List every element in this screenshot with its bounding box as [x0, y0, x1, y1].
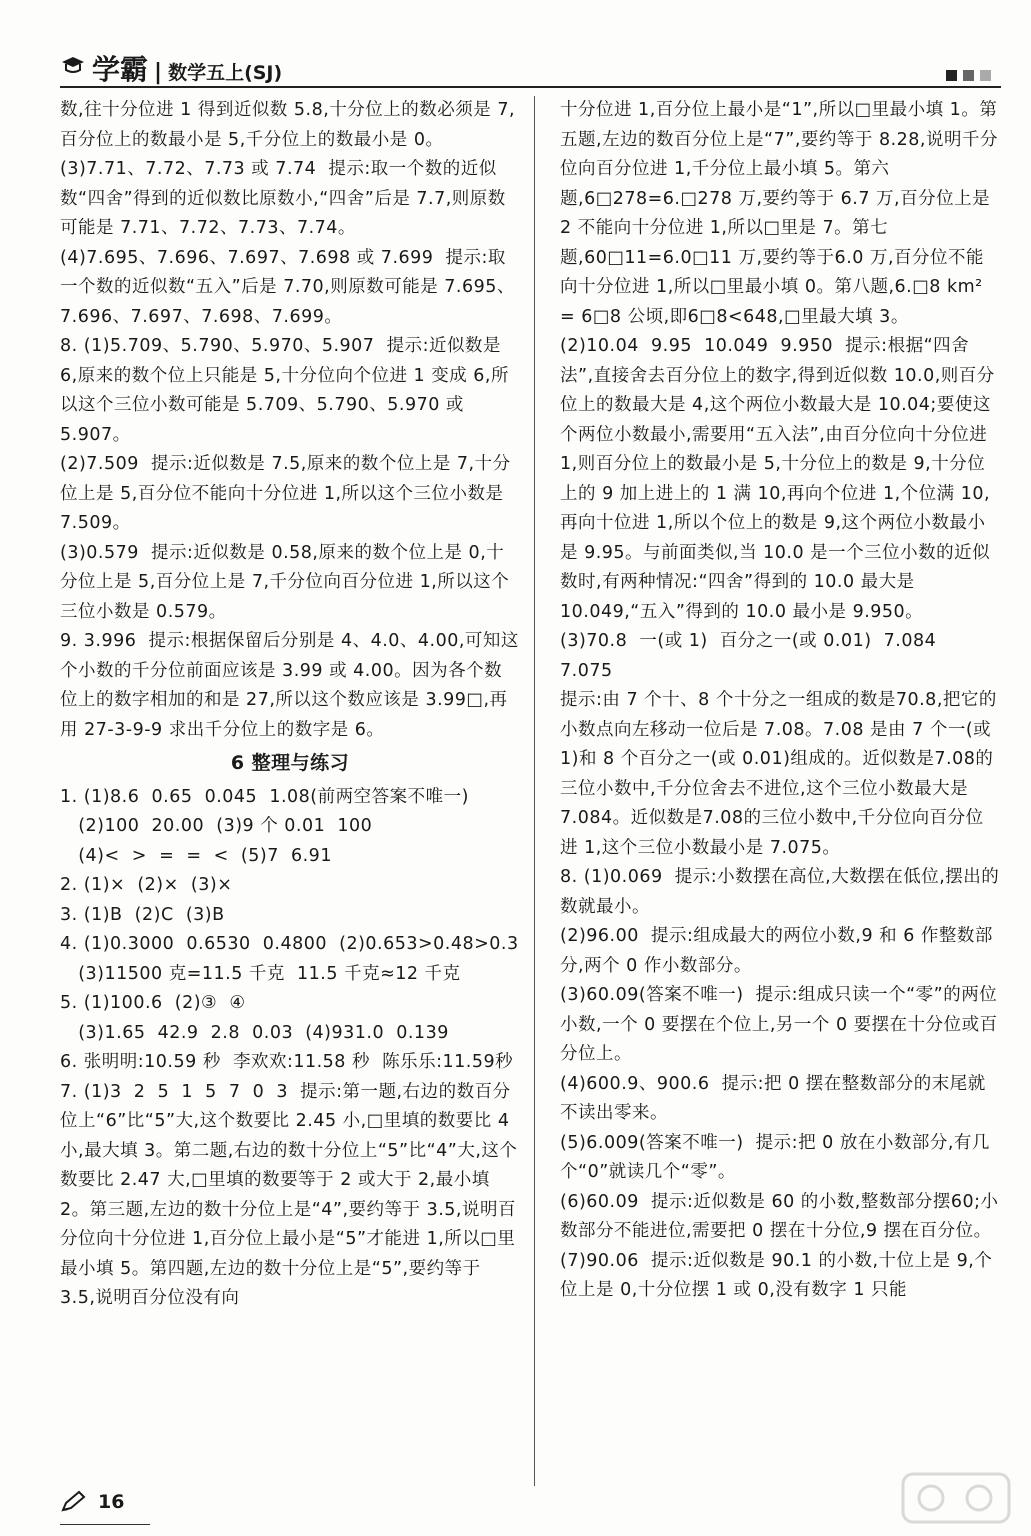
answer-paragraph: (6)60.09 提示:近似数是 60 的小数,整数部分摆60;小数部分不能进位,需要把 0 摆在十分位,9 摆在百分位。 [560, 1191, 999, 1241]
answer-paragraph: (3)0.579 提示:近似数是 0.58,原来的数个位上是 0,十分位上是 5,百分位上是 7,千分位向百分位进 1,所以这个三位小数是 0.579。 [60, 542, 510, 622]
header-rule [60, 86, 1001, 88]
answer-paragraph: (5)6.009(答案不唯一) 提示:把 0 放在小数部分,有几个“0”就读几个“零”。 [560, 1132, 990, 1182]
right-column [560, 96, 1000, 1306]
answer-paragraph: (3)60.09(答案不唯一) 提示:组成只读一个“零”的两位小数,一个 0 要摆在个位上,另一个 0 要摆在十分位或百分位上。 [560, 985, 998, 1064]
answer-paragraph: (2)10.04 9.95 10.049 9.950 提示:根据“四舍法”,直接舍去百分位上的数字,得到近似数 10.0,则百分位上的数最大是 4,这个两位小数最大是 10.04;要使这个两位小数最小,需要用“五入法”,由百分位向十分位进 1,则百分位上的数最小是 5,十分位上的数是 9,十分位上的 9 加上进上的 1 满 10,再向个位进 1,个位满 10,再向十位进 1,所以个位上的数是 9,这个两位小数最小是 9.95。与前面类似,当 10.0 是一个三位小数的近似数时,有两种情况:“四舍”得到的 10.0 最大是 10.049,“五入”得到的 10.0 最小是 9.950。 [560, 336, 995, 622]
answer-paragraph: 8. (1)0.069 提示:小数摆在高位,大数摆在低位,摆出的数就最小。 [560, 867, 1000, 917]
answer-paragraph: 十分位进 1,百分位上最小是“1”,所以□里最小填 1。第五题,左边的数百分位上是“7”,要约等于 8.28,说明千分位向百分位进 1,千分位上最小填 5。第六题,6□278=6.□278 万,要约等于 6.7 万,百分位上是 2 不能向十分位进 1,所以□里是 7。第七题,60□11=6.0□11 万,要约等于6.0 万,百分位不能向十分位进 1,所以□里最小填 0。第八题,6.□8 km² = 6□8 公顷,即6□8<648,□里最大填 3。 [560, 100, 998, 327]
watermark-logo [901, 1470, 1011, 1526]
mortarboard-icon [60, 53, 86, 79]
answer-paragraph: (4)7.695、7.696、7.697、7.698 或 7.699 提示:取一个数的近似数“五入”后是 7.70,则原数可能是 7.695、7.696、7.697、7.698、7.699。 [60, 247, 515, 327]
answer-line: 3. (1)B (2)C (3)B [60, 904, 225, 925]
answer-line: 5. (1)100.6 (2)③ ④ [60, 993, 246, 1013]
pencil-icon [60, 1490, 88, 1514]
answer-line: 7. (1)3 2 5 1 5 7 0 3 提示:第一题,右边的数百分位上“6”比“5”大,这个数要比 2.45 小,□里填的数要比 4 小,最大填 3。第二题,右边的数十分位上“5”比“4”大,这个数要比 2.47 大,□里填的数要等于 2 或大于 2,最小填 2。第三题,左边的数十分位上是“4”,要约等于 3.5,说明百分位向十分位进 1,百分位上最小是“5”才能进 1,所以□里最小填 5。第四题,左边的数十分位上是“5”,要约等于 3.5,说明百分位没有向 [60, 1081, 518, 1308]
answer-line: (3)1.65 42.9 2.8 0.03 (4)931.0 0.139 [60, 1022, 449, 1043]
answer-line: (3)11500 克=11.5 千克 11.5 千克≈12 千克 [60, 963, 461, 984]
book-title: 数学五上(SJ) [168, 62, 283, 84]
header-separator: | [154, 60, 163, 85]
answer-line: 2. (1)× (2)× (3)× [60, 875, 233, 895]
answer-paragraph: 提示:由 7 个十、8 个十分之一组成的数是70.8,把它的小数点向左移动一位后是 7.08。7.08 是由 7 个一(或 1)和 8 个百分之一(或 0.01)组成的。近似数是7.08的三位小数中,千分位舍去不进位,这个三位小数最大是 7.084。近似数是7.08的三位小数中,千分位向百分位进 1,这个三位小数最小是 7.075。 [560, 690, 998, 858]
answer-paragraph: 8. (1)5.709、5.790、5.970、5.907 提示:近似数是 6,原来的数个位上只能是 5,十分位向个位进 1 变成 6,所以这个三位小数可能是 5.709、5.790、5.970 或 5.907。 [60, 336, 509, 445]
answer-line: 1. (1)8.6 0.65 0.045 1.08(前两空答案不唯一) [60, 786, 469, 807]
answer-line: 6. 张明明:10.59 秒 李欢欢:11.58 秒 陈乐乐:11.59秒 [60, 1052, 514, 1072]
page-header [0, 0, 1031, 90]
footer-rule [60, 1524, 150, 1525]
answer-paragraph: (2)96.00 提示:组成最大的两位小数,9 和 6 作整数部分,两个 0 作小数部分。 [560, 926, 993, 976]
answer-line: 4. (1)0.3000 0.6530 0.4800 (2)0.653>0.48>0.3 [60, 934, 519, 954]
answer-paragraph: (2)7.509 提示:近似数是 7.5,原来的数个位上是 7,十分位上是 5,百分位不能向十分位进 1,所以这个三位小数是 7.509。 [60, 454, 511, 533]
column-divider [534, 96, 535, 1486]
answer-paragraph: 9. 3.996 提示:根据保留后分别是 4、4.0、4.00,可知这个小数的千分位前面应该是 3.99 或 4.00。因为各个数位上的数字相加的和是 27,所以这个数应该是 3.99□,再用 27-3-9-9 求出千分位上的数字是 6。 [60, 631, 519, 740]
header-decoration [946, 70, 991, 81]
answer-paragraph: (3)70.8 一(或 1) 百分之一(或 0.01) 7.084 7.075 [560, 631, 949, 681]
section-title: 6 整理与练习 [230, 752, 350, 774]
page-footer [60, 1490, 124, 1514]
answer-paragraph: 数,往十分位进 1 得到近似数 5.8,十分位上的数必须是 7,百分位上的数最小是 5,千分位上的数最小是 0。 [60, 100, 516, 150]
answer-line: (2)100 20.00 (3)9 个 0.01 100 [60, 816, 373, 836]
brand [60, 48, 282, 88]
answer-paragraph: (4)600.9、900.6 提示:把 0 摆在整数部分的末尾就不读出零来。 [560, 1073, 986, 1123]
answer-paragraph: (3)7.71、7.72、7.73 或 7.74 提示:取一个数的近似数“四舍”得到的近似数比原数小,“四舍”后是 7.7,则原数可能是 7.71、7.72、7.73、7.74。 [60, 159, 506, 238]
logo-text: 学霸 [92, 53, 149, 86]
page-number: 16 [98, 1491, 125, 1513]
answer-line: (4)< > = = < (5)7 6.91 [60, 845, 332, 866]
answer-paragraph: (7)90.06 提示:近似数是 90.1 的小数,十位上是 9,个位上是 0,十分位摆 1 或 0,没有数字 1 只能 [560, 1250, 993, 1300]
left-column [60, 96, 520, 1314]
